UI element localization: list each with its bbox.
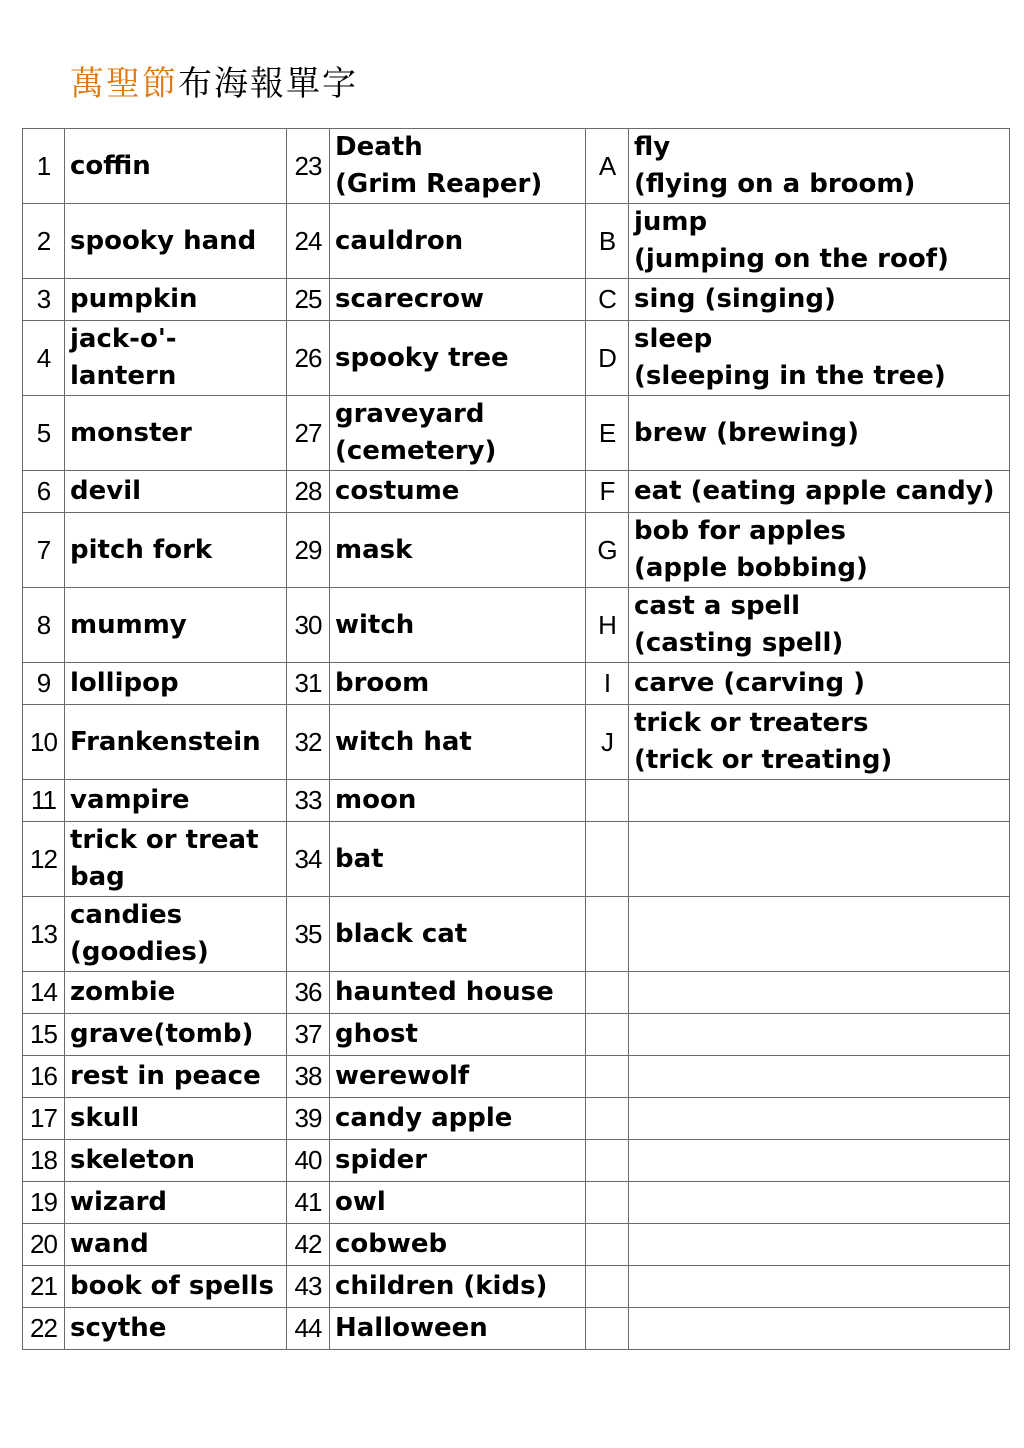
item-word: vampire — [65, 780, 287, 822]
action-letter — [586, 1056, 629, 1098]
item-word: rest in peace — [65, 1056, 287, 1098]
item-number: 11 — [23, 780, 65, 822]
item-number: 26 — [287, 321, 330, 396]
item-number: 20 — [23, 1224, 65, 1266]
action-letter: H — [586, 588, 629, 663]
action-letter: J — [586, 705, 629, 780]
item-number: 24 — [287, 204, 330, 279]
action-letter — [586, 1266, 629, 1308]
table-row — [23, 1014, 1010, 1056]
action-letter: B — [586, 204, 629, 279]
action-phrase — [629, 897, 1010, 972]
item-word: scythe — [65, 1308, 287, 1350]
action-phrase — [629, 1098, 1010, 1140]
item-word: monster — [65, 396, 287, 471]
action-phrase: bob for apples (apple bobbing) — [629, 513, 1010, 588]
item-number: 7 — [23, 513, 65, 588]
item-word: black cat — [330, 897, 586, 972]
item-word: mask — [330, 513, 586, 588]
action-letter: I — [586, 663, 629, 705]
action-phrase: sing (singing) — [629, 279, 1010, 321]
item-number: 42 — [287, 1224, 330, 1266]
table-row — [23, 897, 1010, 972]
item-word: moon — [330, 780, 586, 822]
item-word: wand — [65, 1224, 287, 1266]
item-number: 25 — [287, 279, 330, 321]
item-word: spider — [330, 1140, 586, 1182]
item-number: 44 — [287, 1308, 330, 1350]
action-letter — [586, 1014, 629, 1056]
action-letter — [586, 1182, 629, 1224]
action-letter — [586, 1224, 629, 1266]
item-word: bat — [330, 822, 586, 897]
item-word: costume — [330, 471, 586, 513]
item-number: 14 — [23, 972, 65, 1014]
table-row — [23, 396, 1010, 471]
item-word: scarecrow — [330, 279, 586, 321]
table-row — [23, 588, 1010, 663]
action-letter — [586, 1098, 629, 1140]
item-number: 38 — [287, 1056, 330, 1098]
item-word: candies (goodies) — [65, 897, 287, 972]
action-phrase: brew (brewing) — [629, 396, 1010, 471]
item-word: candy apple — [330, 1098, 586, 1140]
action-phrase — [629, 972, 1010, 1014]
table-row — [23, 204, 1010, 279]
action-letter: A — [586, 129, 629, 204]
item-word: skull — [65, 1098, 287, 1140]
item-number: 27 — [287, 396, 330, 471]
item-number: 4 — [23, 321, 65, 396]
item-number: 8 — [23, 588, 65, 663]
table-row — [23, 321, 1010, 396]
item-word: lollipop — [65, 663, 287, 705]
item-word: ghost — [330, 1014, 586, 1056]
item-word: haunted house — [330, 972, 586, 1014]
table-row — [23, 513, 1010, 588]
item-number: 36 — [287, 972, 330, 1014]
item-number: 34 — [287, 822, 330, 897]
action-phrase — [629, 1056, 1010, 1098]
item-word: spooky hand — [65, 204, 287, 279]
item-number: 6 — [23, 471, 65, 513]
item-word: pumpkin — [65, 279, 287, 321]
item-word: book of spells — [65, 1266, 287, 1308]
item-word: broom — [330, 663, 586, 705]
action-letter — [586, 1140, 629, 1182]
item-number: 9 — [23, 663, 65, 705]
action-phrase — [629, 1014, 1010, 1056]
item-number: 21 — [23, 1266, 65, 1308]
item-number: 13 — [23, 897, 65, 972]
item-number: 31 — [287, 663, 330, 705]
item-word: werewolf — [330, 1056, 586, 1098]
action-letter — [586, 972, 629, 1014]
item-word: jack-o'-lantern — [65, 321, 287, 396]
item-number: 18 — [23, 1140, 65, 1182]
item-number: 1 — [23, 129, 65, 204]
action-phrase — [629, 1308, 1010, 1350]
table-row — [23, 1182, 1010, 1224]
item-number: 15 — [23, 1014, 65, 1056]
table-row — [23, 129, 1010, 204]
action-phrase: sleep (sleeping in the tree) — [629, 321, 1010, 396]
item-word: pitch fork — [65, 513, 287, 588]
item-word: grave(tomb) — [65, 1014, 287, 1056]
action-letter: D — [586, 321, 629, 396]
item-word: Halloween — [330, 1308, 586, 1350]
table-row — [23, 279, 1010, 321]
action-phrase: fly (flying on a broom) — [629, 129, 1010, 204]
item-word: coffin — [65, 129, 287, 204]
item-word: children (kids) — [330, 1266, 586, 1308]
item-number: 23 — [287, 129, 330, 204]
action-phrase — [629, 822, 1010, 897]
action-phrase: jump (jumping on the roof) — [629, 204, 1010, 279]
table-row — [23, 1224, 1010, 1266]
item-number: 28 — [287, 471, 330, 513]
action-phrase: cast a spell (casting spell) — [629, 588, 1010, 663]
action-phrase: eat (eating apple candy) — [629, 471, 1010, 513]
action-letter — [586, 780, 629, 822]
item-word: wizard — [65, 1182, 287, 1224]
action-phrase — [629, 1182, 1010, 1224]
item-word: owl — [330, 1182, 586, 1224]
action-phrase — [629, 1224, 1010, 1266]
table-row — [23, 471, 1010, 513]
item-number: 35 — [287, 897, 330, 972]
item-number: 16 — [23, 1056, 65, 1098]
action-phrase — [629, 1266, 1010, 1308]
table-row — [23, 705, 1010, 780]
item-word: mummy — [65, 588, 287, 663]
item-number: 22 — [23, 1308, 65, 1350]
action-letter: C — [586, 279, 629, 321]
action-phrase — [629, 1140, 1010, 1182]
item-number: 19 — [23, 1182, 65, 1224]
item-number: 39 — [287, 1098, 330, 1140]
item-number: 37 — [287, 1014, 330, 1056]
item-word: Frankenstein — [65, 705, 287, 780]
item-word: devil — [65, 471, 287, 513]
item-number: 17 — [23, 1098, 65, 1140]
table-row — [23, 1308, 1010, 1350]
item-number: 32 — [287, 705, 330, 780]
item-number: 40 — [287, 1140, 330, 1182]
item-number: 29 — [287, 513, 330, 588]
action-letter: F — [586, 471, 629, 513]
action-phrase: carve (carving ) — [629, 663, 1010, 705]
item-number: 12 — [23, 822, 65, 897]
item-number: 43 — [287, 1266, 330, 1308]
item-word: cobweb — [330, 1224, 586, 1266]
item-word: trick or treat bag — [65, 822, 287, 897]
item-word: Death (Grim Reaper) — [330, 129, 586, 204]
action-phrase — [629, 780, 1010, 822]
item-number: 10 — [23, 705, 65, 780]
table-row — [23, 1098, 1010, 1140]
action-letter — [586, 822, 629, 897]
item-number: 2 — [23, 204, 65, 279]
title-rest: 布海報單字 — [178, 64, 358, 104]
table-row — [23, 822, 1010, 897]
item-word: skeleton — [65, 1140, 287, 1182]
table-row — [23, 972, 1010, 1014]
action-phrase: trick or treaters (trick or treating) — [629, 705, 1010, 780]
action-letter — [586, 897, 629, 972]
vocabulary-table-body — [23, 129, 1010, 1350]
action-letter — [586, 1308, 629, 1350]
item-number: 41 — [287, 1182, 330, 1224]
table-row — [23, 663, 1010, 705]
item-word: witch hat — [330, 705, 586, 780]
table-row — [23, 1140, 1010, 1182]
vocabulary-table — [22, 128, 1010, 1350]
table-row — [23, 1056, 1010, 1098]
title-accent: 萬聖節 — [70, 64, 178, 104]
table-row — [23, 1266, 1010, 1308]
item-number: 30 — [287, 588, 330, 663]
action-letter: E — [586, 396, 629, 471]
item-number: 3 — [23, 279, 65, 321]
page-title — [70, 62, 358, 106]
item-word: cauldron — [330, 204, 586, 279]
item-word: witch — [330, 588, 586, 663]
item-word: spooky tree — [330, 321, 586, 396]
item-word: graveyard (cemetery) — [330, 396, 586, 471]
item-number: 5 — [23, 396, 65, 471]
table-row — [23, 780, 1010, 822]
item-number: 33 — [287, 780, 330, 822]
item-word: zombie — [65, 972, 287, 1014]
action-letter: G — [586, 513, 629, 588]
